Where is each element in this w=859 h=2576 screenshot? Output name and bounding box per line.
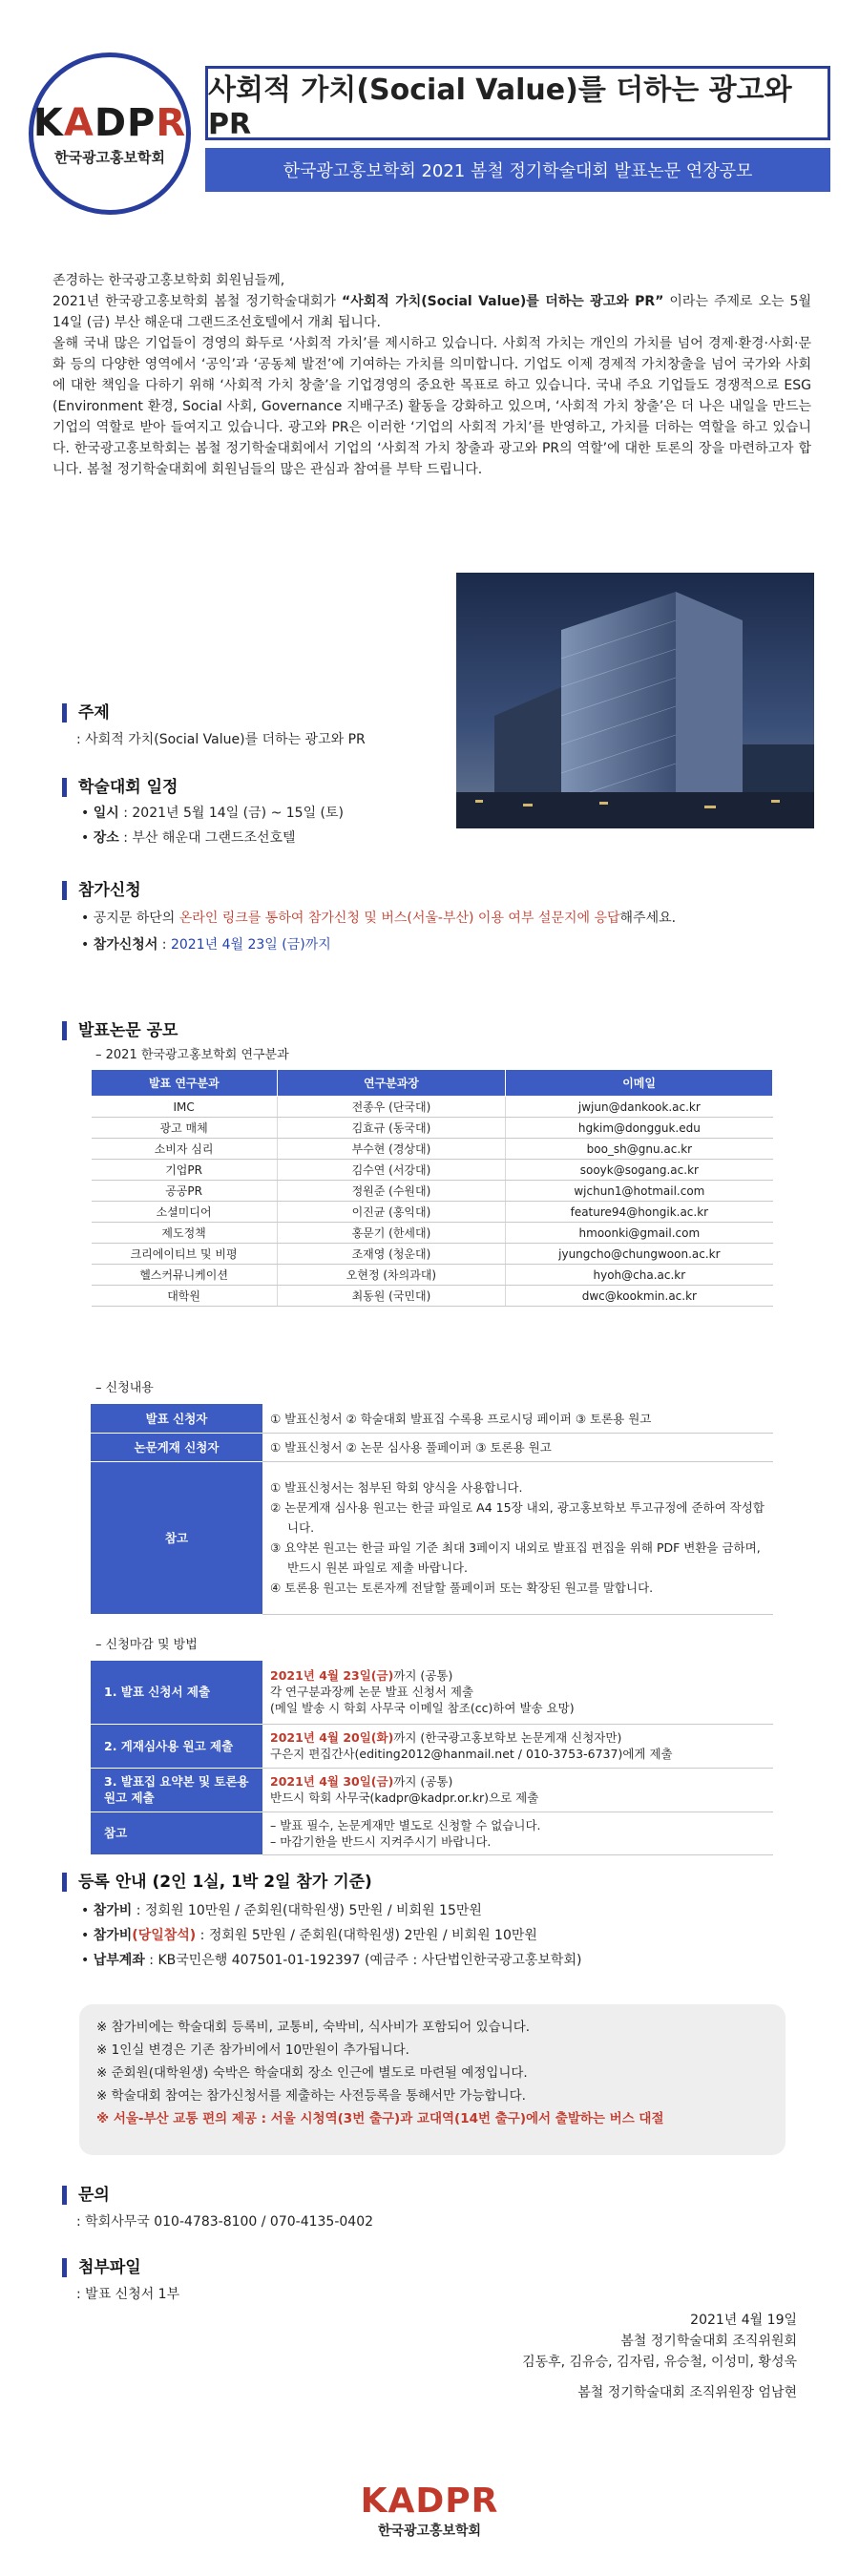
schedule-date: • 일시 : 2021년 5월 14일 (금) ~ 15일 (토) (81, 806, 344, 821)
research-lab-table (91, 1069, 773, 1307)
table-row: 기업PR 김수연 (서강대) sooyk@sogang.ac.kr (92, 1160, 773, 1181)
table-row: 크리에이티브 및 비평 조재영 (청운대) jyungcho@chungwoon.ac.kr (92, 1244, 773, 1265)
committee-chair: 봄철 정기학술대회 조직위원장 엄남현 (577, 2385, 797, 2400)
table-row: 공공PR 정원준 (수원대) wjchun1@hotmail.com (92, 1181, 773, 1202)
hotel-photo (456, 573, 814, 828)
contact-heading: 문의 (62, 2186, 110, 2205)
deadline-table (91, 1661, 773, 1855)
table-row: 대학원 최동원 (국민대) dwc@kookmin.ac.kr (92, 1286, 773, 1307)
notes-box (79, 2004, 786, 2155)
header (29, 52, 830, 224)
intro-paragraph-1: 2021년 한국광고홍보학회 봄철 정기학술대회가 “사회적 가치(Social Value)를 더하는 광고와 PR” 이라는 주제로 오는 5월 14일 (금) 부산 해운대 그랜드조선호텔에서 개최 됩니다. (52, 294, 811, 330)
intro-paragraph-2: 올해 국내 많은 기업들이 경영의 화두로 ‘사회적 가치’를 제시하고 있습니다. 사회적 가치는 개인의 가치를 넘어 경제·환경·사회·문화 등의 다양한 영역에서 ‘공익’과 ‘공동체 발전’에 기여하는 가치를 의미합니다. 기업도 이제 경제적 가치창출을 넘어 국가와 사회에 대한 책임을 다하기 위해 ‘사회적 가치 창출’을 기업경영의 중요한 목표로 하고 있습니다. 국내 주요 기업들도 경쟁적으로 ESG (Environment 환경, Social 사회, Governance 지배구조) 활동을 강화하고 있으며, ‘사회적 가치 창출’은 더 나은 내일을 만드는 기업의 역할로 받아 들여지고 있습니다. 광고와 PR은 이러한 ‘기업의 사회적 가치’를 반영하고, 가치를 더하는 역할을 하고 있습니다. 한국광고홍보학회는 봄철 정기학술대회에서 기업의 ‘사회적 가치 창출과 광고와 PR의 역할’에 대한 토론의 장을 마련하고자 합니다. 봄철 정기학술대회에 회원님들의 많은 관심과 참여를 부탁 드립니다. (52, 336, 812, 477)
table-row: 소셜미디어 이진균 (홍익대) feature94@hongik.ac.kr (92, 1202, 773, 1223)
contact-text: : 학회사무국 010-4783-8100 / 070-4135-0402 (76, 2214, 374, 2230)
table-row: 소비자 심리 부수현 (경상대) boo_sh@gnu.ac.kr (92, 1139, 773, 1160)
row-header: 1. 발표 신청서 제출 (91, 1661, 262, 1724)
row-header: 2. 게재심사용 원고 제출 (91, 1724, 262, 1768)
table-row (91, 1404, 773, 1433)
table-row: IMC 전종우 (단국대) jwjun@dankook.ac.kr (92, 1097, 773, 1118)
logo-subtitle: 한국광고홍보학회 (54, 148, 165, 166)
table-row (91, 1724, 773, 1768)
lab-subheading: – 2021 한국광고홍보학회 연구분과 (95, 1048, 289, 1062)
row-header: 참고 (91, 1812, 262, 1854)
table-row: 광고 매체 김효규 (동국대) hgkim@dongguk.edu (92, 1118, 773, 1139)
row-header: 발표 신청자 (91, 1404, 262, 1433)
row-value (262, 1461, 773, 1614)
schedule-place: • 장소 : 부산 해운대 그랜드조선호텔 (81, 830, 296, 846)
footer-logo-subtitle: 한국광고홍보학회 (377, 2524, 482, 2539)
note-line: ※ 학술대회 참여는 참가신청서를 제출하는 사전등록을 통해서만 가능합니다. (96, 2088, 526, 2104)
row-value: ① 발표신청서 ② 학술대회 발표집 수록용 프로시딩 페이퍼 ③ 토론용 원고 (262, 1404, 773, 1433)
attachment-text[interactable]: : 발표 신청서 1부 (76, 2287, 180, 2302)
table-row (91, 1812, 773, 1854)
reference-line: ① 발표신청서는 첨부된 학회 양식을 사용합니다. (270, 1480, 523, 1495)
payment-account: • 납부계좌 : KB국민은행 407501-01-192397 (예금주 : 사단법인한국광고홍보학회) (81, 1953, 582, 1968)
row-header: 3. 발표집 요약본 및 토론용 원고 제출 (91, 1768, 262, 1812)
table-row: 제도정책 홍문기 (한세대) hmoonki@gmail.com (92, 1223, 773, 1244)
society-logo (29, 52, 191, 215)
column-header: 이메일 (506, 1070, 773, 1097)
page-subtitle: 한국광고홍보학회 2021 봄철 정기학술대회 발표논문 연장공모 (205, 148, 830, 192)
row-value: 2021년 4월 23일(금)까지 (공통) 각 연구분과장께 논문 발표 신청서 제출 (메일 발송 시 학회 사무국 이메일 참조(cc)하여 발송 요망) (262, 1661, 773, 1724)
table-row (91, 1461, 773, 1614)
row-header: 논문게재 신청자 (91, 1433, 262, 1461)
table-row (91, 1661, 773, 1724)
row-value: 2021년 4월 20일(화)까지 (한국광고홍보학보 논문게재 신청자만) 구은지 편집간사(editing2012@hanmail.net / 010-3753-6737)에게 제출 (262, 1724, 773, 1768)
schedule-heading: 학술대회 일정 (62, 778, 178, 797)
page-title: 사회적 가치(Social Value)를 더하는 광고와 PR (205, 66, 830, 140)
table-row (91, 1768, 773, 1812)
column-header: 연구분과장 (277, 1070, 506, 1097)
fee-regular: • 참가비 : 정회원 10만원 / 준회원(대학원생) 5만원 / 비회원 15만원 (81, 1903, 482, 1918)
note-line: ※ 준회원(대학원생) 숙박은 학술대회 장소 인근에 별도로 마련될 예정입니다. (96, 2065, 528, 2081)
logo-mark: KADPR (32, 100, 187, 145)
registration-line-2: • 참가신청서 : 2021년 4월 23일 (금)까지 (81, 937, 331, 953)
column-header: 발표 연구분과 (92, 1070, 278, 1097)
registration-heading: 참가신청 (62, 881, 141, 900)
fees-heading: 등록 안내 (2인 1실, 1박 2일 참가 기준) (62, 1873, 372, 1892)
signature-block (522, 2310, 797, 2403)
row-value: – 발표 필수, 논문게재만 별도로 신청할 수 없습니다. – 마감기한을 반드시 지켜주시기 바랍니다. (262, 1812, 773, 1854)
footer-logo (0, 2482, 859, 2540)
table-row: 헬스커뮤니케이션 오현정 (차의과대) hyoh@cha.ac.kr (92, 1265, 773, 1286)
papers-heading: 발표논문 공모 (62, 1021, 178, 1040)
reference-line: ④ 토론용 원고는 토론자께 전달할 풀페이퍼 또는 확장된 원고를 말합니다. (270, 1581, 654, 1595)
row-value: ① 발표신청서 ② 논문 심사용 풀페이퍼 ③ 토론용 원고 (262, 1433, 773, 1461)
attachment-heading: 첨부파일 (62, 2258, 141, 2277)
bus-note: ※ 서울-부산 교통 편의 제공 : 서울 시청역(3번 출구)과 교대역(14번 출구)에서 출발하는 버스 대절 (96, 2111, 664, 2126)
topic-heading: 주제 (62, 703, 110, 723)
fee-same-day: • 참가비(당일참석) : 정회원 5만원 / 준회원(대학원생) 2만원 / 비회원 10만원 (81, 1928, 537, 1943)
table-header-row (92, 1070, 773, 1097)
row-header: 참고 (91, 1461, 262, 1614)
reference-line: ③ 요약본 원고는 한글 파일 기준 최대 3페이지 내외로 발표집 편집을 위해 PDF 변환을 금하며, 반드시 원본 파일로 제출 바랍니다. (270, 1540, 761, 1575)
deadline-subheading: – 신청마감 및 방법 (95, 1638, 198, 1652)
application-content-table (91, 1404, 773, 1615)
greeting: 존경하는 한국광고홍보학회 회원님들께, (52, 273, 285, 288)
committee-name: 봄철 정기학술대회 조직위원회 (620, 2334, 797, 2349)
committee-members: 김동후, 김유승, 김자림, 유승철, 이성미, 황성욱 (522, 2355, 797, 2370)
intro-letter (52, 270, 811, 480)
footer-logo-mark: KADPR (360, 2482, 499, 2521)
reference-line: ② 논문게재 심사용 원고는 한글 파일로 A4 15장 내외, 광고홍보학보 투고규정에 준하여 작성합니다. (270, 1500, 765, 1535)
registration-line-1: • 공지문 하단의 온라인 링크를 통하여 참가신청 및 버스(서울-부산) 이용 여부 설문지에 응답해주세요. (81, 911, 677, 926)
topic-text: : 사회적 가치(Social Value)를 더하는 광고와 PR (76, 732, 366, 747)
table-row (91, 1433, 773, 1461)
row-value: 2021년 4월 30일(금)까지 (공통) 반드시 학회 사무국(kadpr@kadpr.or.kr)으로 제출 (262, 1768, 773, 1812)
issue-date: 2021년 4월 19일 (690, 2313, 797, 2328)
note-line: ※ 1인실 변경은 기존 참가비에서 10만원이 추가됩니다. (96, 2042, 409, 2058)
apply-subheading: – 신청내용 (95, 1381, 154, 1395)
note-line: ※ 참가비에는 학술대회 등록비, 교통비, 숙박비, 식사비가 포함되어 있습니다. (96, 2020, 531, 2035)
